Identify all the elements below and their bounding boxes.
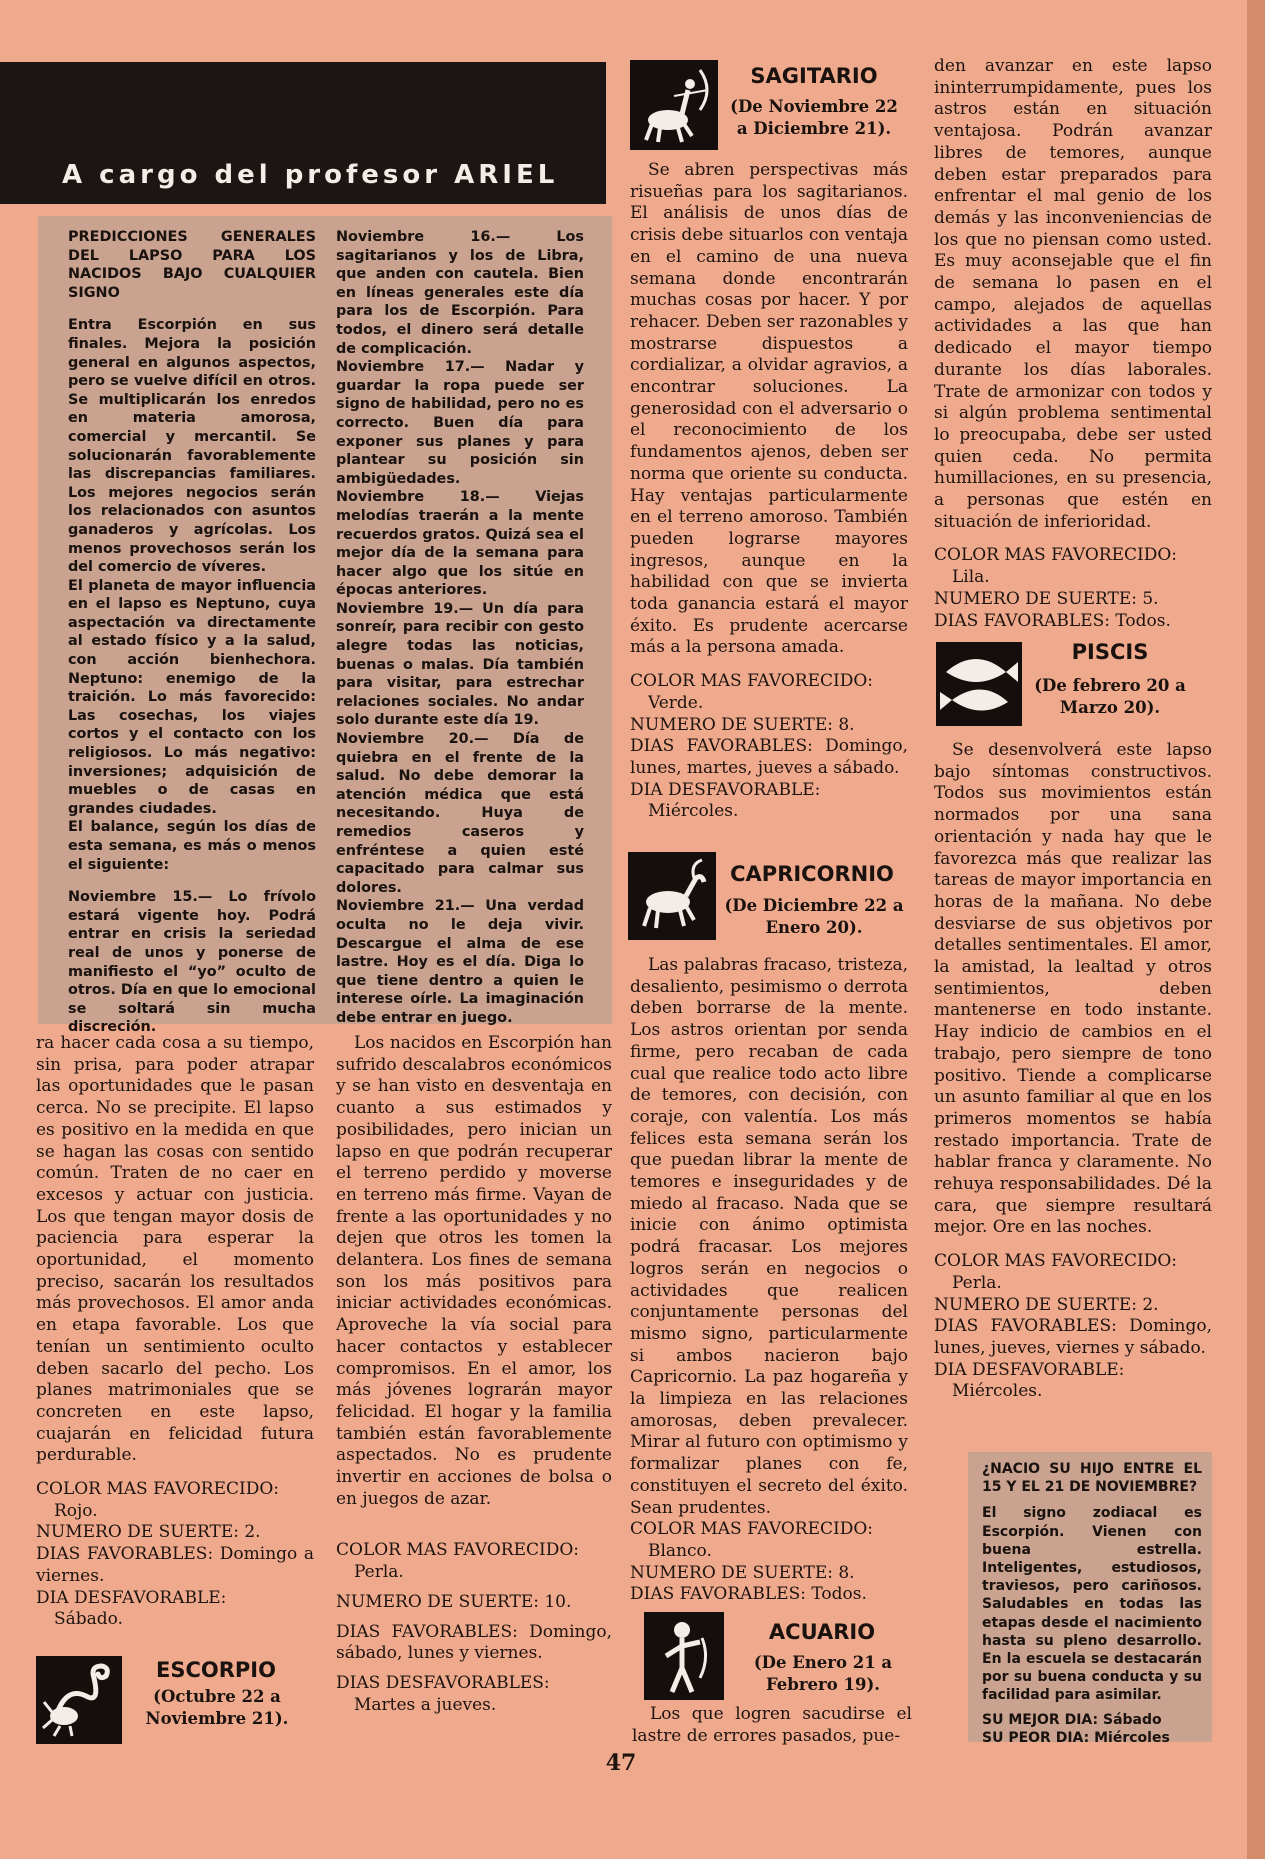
previous-sign-continuation xyxy=(36,1033,314,1631)
sagitario-title: SAGITARIO xyxy=(750,64,878,88)
day-prediction: Noviembre 16.— Los sagitarianos y los de Libra, que anden con cautela. Bien en líneas generales este día para los de Escorpión. Para todos, el dinero será detalle de complicación. xyxy=(336,229,584,357)
color-value: Rojo. xyxy=(54,1500,98,1521)
acuario-dates: (De Enero 21 a Febrero 19). xyxy=(753,1653,893,1694)
escorpio-title: ESCORPIO xyxy=(156,1658,276,1682)
piscis-section xyxy=(934,740,1212,1403)
day-prediction: Noviembre 18.— Viejas melodías traerán a la mente recuerdos gratos. Quizá sea el mejor día de la semana para hacer algo que los sitúe en épocas anteriores. xyxy=(336,489,584,599)
capricornio-section xyxy=(630,955,908,1606)
day-prediction: Noviembre 19.— Un día para sonreír, para recibir con gesto alegre todas las noticias, buenas o malas. Día también para visitar, para estrechar relaciones sociales. No andar solo durante este día 19. xyxy=(336,600,584,729)
capricornio-title: CAPRICORNIO xyxy=(730,862,894,886)
day-prediction: Noviembre 20.— Día de quiebra en el frente de la salud. No debe demorar la atención médica que está necesitando. Huya de remedios caseros y enfréntese a quien esté capacitado para calmar sus dolores. xyxy=(336,731,584,896)
general-predictions-col1 xyxy=(68,228,316,1037)
favorable-days: DIAS FAVORABLES: Todos. xyxy=(934,610,1171,631)
favorable-days: DIAS FAVORABLES: Domingo, sábado, lunes y viernes. xyxy=(336,1621,612,1664)
escorpio-dates: (Octubre 22 a Noviembre 21). xyxy=(145,1687,289,1728)
general-predictions-col2 xyxy=(336,228,584,1028)
general-paragraph: El balance, según los días de esta semana, es más o menos el siguiente: xyxy=(68,819,316,873)
lucky-number: NUMERO DE SUERTE: 8. xyxy=(630,714,855,735)
fish-icon xyxy=(936,642,1022,726)
sign-text: Se desenvolverá este lapso bajo síntomas constructivos. Todos sus movimientos están normados por una sana orientación y nada hay que le favorezca más que realizar las tareas de mayor importancia en horas de la mañana. No debe desviarse de sus objetivos por detalles sentimentales. El amor, la amistad, la lealtad y otros sentimientos, deben mantenerse en todo instante. Hay indicio de cambios en el trabajo, pero siempre de tono positivo. Tiende a complicarse un asunto familiar al que en los primeros momentos se había restado importancia. Trate de hablar franca y claramente. No rehuya responsabilidades. Dé la cara, que siempre resultará mejor. Ore en las noches. xyxy=(934,740,1212,1238)
color-value: Lila. xyxy=(952,567,990,588)
acuario-start xyxy=(632,1704,912,1747)
lucky-number: NUMERO DE SUERTE: 10. xyxy=(336,1591,572,1612)
general-paragraph: El planeta de mayor influencia en el lapso es Neptuno, cuya aspectación va directamente al estado físico y a la salud, con acción bienhechora. Neptuno: enemigo de la traición. Lo más favorecido: Las cosechas, los viajes cortos y el contacto con los religiosos. Lo más negativo: inversiones; adquisición de muebles o de casas en grandes ciudades. xyxy=(68,577,316,817)
unfavorable-value: Miércoles. xyxy=(952,1381,1043,1402)
water-bearer-icon xyxy=(644,1612,724,1700)
day-prediction: Noviembre 15.— Lo frívolo estará vigente hoy. Podrá entrar en crisis la seriedad real de unos y ponerse de manifiesto el “yo” oculto de otros. Día en que lo emocional se soltará sin mucha discreción. xyxy=(68,889,316,1036)
capricornio-dates: (De Diciembre 22 a Enero 20). xyxy=(724,896,904,937)
page-number: 47 xyxy=(605,1750,637,1776)
archer-centaur-icon xyxy=(630,60,718,150)
sign-text: Se abren perspectivas más risueñas para los sagitarianos. El análisis de unos días de crisis debe situarlos con ventaja en el camino de una nueva semana donde encontrarán muchas cosas por hacer. Y por rehacer. Deben ser razonables y mostrarse dispuestos a cordializar, a olvidar agravios, a encontrar soluciones. La generosidad con el adversario o el reconocimiento de los fundamentos ajenos, deben ser norma que oriente su conducta. Hay ventajas particularmente en el terreno amoroso. También pueden lograrse mayores ingresos, aunque en la habilidad con que se invierta toda ganancia estará el mayor éxito. Es prudente acercarse más a la persona amada. xyxy=(630,160,908,658)
favorable-days: DIAS FAVORABLES: Todos. xyxy=(630,1584,867,1605)
general-paragraph: Entra Escorpión en sus finales. Mejora la posición general en algunos aspectos, pero se vuelve difícil en otros. Se multiplicarán los enredos en materia amorosa, comercial y mercantil. Se solucionarán favorablemente las discrepancias familiares. Los mejores negocios serán los relacionados con asuntos ganaderos y agrícolas. Los menos provechosos serán los del comercio de víveres. xyxy=(68,317,316,576)
lucky-number: NUMERO DE SUERTE: 2. xyxy=(36,1522,261,1543)
piscis-title: PISCIS xyxy=(1071,640,1149,664)
unfavorable-value: Miércoles. xyxy=(648,801,739,822)
best-day: SU MEJOR DIA: Sábado xyxy=(982,1711,1162,1728)
scorpion-icon xyxy=(36,1656,122,1744)
unfavorable-label: DIA DESFAVORABLE: xyxy=(630,779,821,800)
color-value: Perla. xyxy=(354,1562,404,1583)
color-label: COLOR MAS FAVORECIDO: xyxy=(630,1519,873,1540)
sign-text: Los que logren sacudirse el lastre de errores pasados, pue- xyxy=(632,1704,912,1746)
unfavorable-label: DIAS DESFAVORABLES: xyxy=(336,1672,550,1693)
color-label: COLOR MAS FAVORECIDO: xyxy=(336,1540,579,1561)
banner-title: A cargo del profesor ARIEL xyxy=(62,160,559,190)
sign-text: Los nacidos en Escorpión han sufrido descalabros económicos y se han visto en desventaja en cuanto a sus estimados y posibilidades, pero inician un lapso en que podrán recuperar el terreno perdido y moverse en terreno más firme. Vayan de frente a las oportunidades y no dejen que otros les tomen la delantera. Los fines de semana son los más positivos para iniciar actividades económicas. Aproveche la vía social para hacer contactos y establecer compromisos. En el amor, los más jóvenes lograrán mayor felicidad. El hogar y la familia también están favorablemente aspectados. No es prudente invertir en acciones de bolsa o en juegos de azar. xyxy=(336,1033,612,1509)
sign-text: ra hacer cada cosa a su tiempo, sin prisa, para poder atrapar las oportunidades que le pasan cerca. No se precipite. El lapso es positivo en la medida en que se hagan las cosas con sentido común. Traten de no caer en excesos y actuar con justicia. Los que tengan mayor dosis de paciencia para esperar la oportunidad, el momento preciso, sacarán los resultados más provechosos. El amor anda en etapa favorable. Los que tenían un sentimiento oculto deben sacarlo del pecho. Los planes matrimoniales que se concreten en este lapso, cuajarán en felicidad futura perdurable. xyxy=(36,1033,314,1466)
unfavorable-value: Sábado. xyxy=(54,1609,124,1630)
favorable-days: DIAS FAVORABLES: Domingo, lunes, jueves, viernes y sábado. xyxy=(934,1316,1212,1358)
color-value: Verde. xyxy=(648,692,704,713)
color-value: Perla. xyxy=(952,1272,1002,1293)
favorable-days: DIAS FAVORABLES: Domingo, lunes, martes, jueves a sábado. xyxy=(630,736,908,778)
general-heading: PREDICCIONES GENERALES DEL LAPSO PARA LOS NACIDOS BAJO CUALQUIER SIGNO xyxy=(68,229,316,301)
escorpio-section xyxy=(336,1033,612,1716)
lucky-number: NUMERO DE SUERTE: 2. xyxy=(934,1294,1159,1315)
worst-day: SU PEOR DIA: Miércoles xyxy=(982,1729,1170,1746)
color-label: COLOR MAS FAVORECIDO: xyxy=(36,1479,279,1500)
child-box-heading: ¿NACIO SU HIJO ENTRE EL 15 Y EL 21 DE NOVIEMBRE? xyxy=(982,1461,1202,1496)
favorable-days: DIAS FAVORABLES: Domingo a viernes. xyxy=(36,1544,314,1586)
child-box-content xyxy=(982,1460,1202,1747)
color-label: COLOR MAS FAVORECIDO: xyxy=(630,671,873,692)
unfavorable-label: DIA DESFAVORABLE: xyxy=(36,1587,227,1608)
sagitario-section xyxy=(630,160,908,823)
unfavorable-value: Martes a jueves. xyxy=(354,1694,497,1715)
piscis-dates: (De febrero 20 a Marzo 20). xyxy=(1034,676,1186,717)
sign-text: Las palabras fracaso, tristeza, desaliento, pesimismo o derrota deben borrarse de la mente. Los astros orientan por senda firme, pero recaban de cada cual que realice todo acto libre de temores, con decisión, con coraje, con valentía. Los más felices esta semana serán los que puedan librar la mente de temores e inseguridades y de miedo al fracaso. Nada que se inicie con ánimo optimista podrá fracasar. Los mejores logros serán en negocios o actividades que realicen conjuntamente personas del mismo signo, particularmente si ambos nacieron bajo Capricornio. La paz hogareña y la limpieza en las relaciones amorosas, deben prevalecer. Mirar al futuro con optimismo y formalizar planes con fe, constituyen el secreto del éxito. Sean prudentes. xyxy=(630,955,908,1518)
child-box-text: El signo zodiacal es Escorpión. Vienen con buena estrella. Inteligentes, estudiosos, traviesos, pero cariñosos. Saludables en todas las etapas desde el nacimiento hasta su pleno desarrollo. En la escuela se destacarán por su buena conducta y su facilidad para asimilar. xyxy=(982,1505,1202,1704)
lucky-number: NUMERO DE SUERTE: 8. xyxy=(630,1562,855,1583)
page-edge xyxy=(1247,0,1265,1859)
sagitario-dates: (De Noviembre 22 a Diciembre 21). xyxy=(730,97,898,138)
sign-text: den avanzar en este lapso ininterrumpidamente, pues los astros están en situación ventajosa. Podrán avanzar libres de temores, aunque deben estar preparados para enfrentar el mal genio de los demás y las inconveniencias de los que no piensan como usted. Es muy aconsejable que el fin de semana lo pasen en el campo, alejados de aquellas actividades a las que han dedicado el mayor tiempo durante los días laborales. Trate de armonizar con todos y si algún problema sentimental lo preocupaba, debe ser usted quien ceda. No permita humillaciones, en su presencia, a personas que estén en situación de inferioridad. xyxy=(934,56,1212,532)
color-label: COLOR MAS FAVORECIDO: xyxy=(934,1251,1177,1272)
goat-icon xyxy=(628,852,716,940)
color-value: Blanco. xyxy=(648,1540,712,1561)
day-prediction: Noviembre 17.— Nadar y guardar la ropa puede ser signo de habilidad, pero no es correcto. Buen día para exponer sus planes y para plantear su posición sin ambigüedades. xyxy=(336,359,584,487)
acuario-section xyxy=(934,56,1212,632)
unfavorable-label: DIA DESFAVORABLE: xyxy=(934,1359,1125,1380)
color-label: COLOR MAS FAVORECIDO: xyxy=(934,545,1177,566)
acuario-title: ACUARIO xyxy=(768,1620,876,1644)
lucky-number: NUMERO DE SUERTE: 5. xyxy=(934,588,1159,609)
day-prediction: Noviembre 21.— Una verdad oculta no le deja vivir. Descargue el alma de ese lastre. Hoy es el día. Diga lo que tiene dentro a quien le interese oírle. La imaginación debe entrar en juego. xyxy=(336,898,584,1026)
